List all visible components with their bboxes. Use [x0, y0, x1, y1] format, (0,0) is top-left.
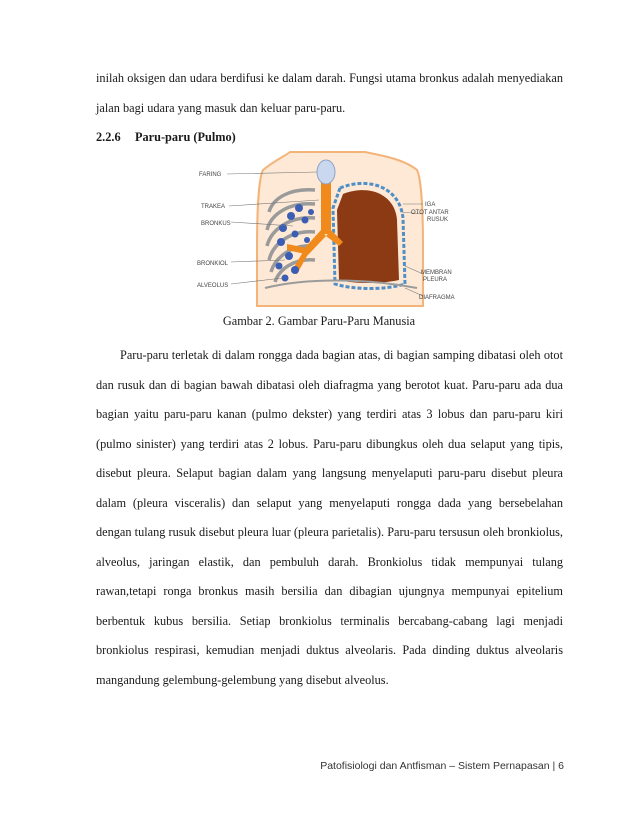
lung-diagram	[195, 148, 455, 310]
label-iga: IGA	[425, 202, 436, 208]
label-trakea: TRAKEA	[201, 204, 226, 210]
label-rusuk: RUSUK	[427, 217, 449, 223]
section-heading	[96, 130, 236, 145]
label-otot-antar: OTOT ANTAR	[411, 210, 449, 216]
label-bronkus: BRONKUS	[201, 221, 231, 227]
lung-diagram-figure	[195, 148, 455, 310]
label-faring: FARING	[199, 172, 222, 178]
figure-caption: Gambar 2. Gambar Paru-Paru Manusia	[222, 314, 416, 328]
pharynx	[317, 160, 335, 184]
intro-paragraph: inilah oksigen dan udara berdifusi ke dalam darah. Fungsi utama bronkus adalah menyediakan jalan bagi udara yang masuk dan keluar paru-paru.	[96, 71, 563, 115]
label-membran: MEMBRAN	[421, 270, 452, 276]
page-footer: Patofisiologi dan Antfisman – Sistem Pernapasan | 6	[320, 760, 564, 772]
section-number: 2.2.6	[96, 130, 121, 144]
section-title: Paru-paru (Pulmo)	[135, 130, 236, 144]
label-diafragma: DIAFRAGMA	[419, 295, 455, 301]
label-pleura: PLEURA	[423, 277, 448, 283]
body-paragraph: Paru-paru terletak di dalam rongga dada bagian atas, di bagian samping dibatasi oleh otot dan rusuk dan di bagian bawah dibatasi oleh diafragma yang berotot kuat. Paru-paru ada dua bagian yaitu paru-paru kanan (pulmo dekster) yang terdiri atas 3 lobus dan paru-paru kiri (pulmo sinister) yang terdiri atas 2 lobus. Paru-paru dibungkus oleh dua selaput yang tipis, disebut pleura. Selaput bagian dalam yang langsung menyelaputi paru-paru disebut pleura dalam (pleura visceralis) dan selaput yang menyelaputi rongga dada yang bersebelahan dengan tulang rusuk disebut pleura luar (pleura parietalis). Paru-paru tersusun oleh bronkiolus, alveolus, jaringan elastik, dan pembuluh darah. Bronkiolus tidak mempunyai tulang rawan,tetapi ronga bronkus masih bersilia dan dibagian ujungnya mempunyai epitelium berbentuk kubus bersilia. Setiap bronkiolus terminalis bercabang-cabang lagi menjadi bronkiolus respirasi, kemudian menjadi duktus alveolaris. Pada dinding duktus alveolaris mangandung gelembung-gelembung yang disebut alveolus.	[96, 348, 563, 687]
label-bronkiol: BRONKIOL	[197, 261, 229, 267]
label-alveolus: ALVEOLUS	[197, 283, 229, 289]
lung-right	[337, 190, 399, 283]
